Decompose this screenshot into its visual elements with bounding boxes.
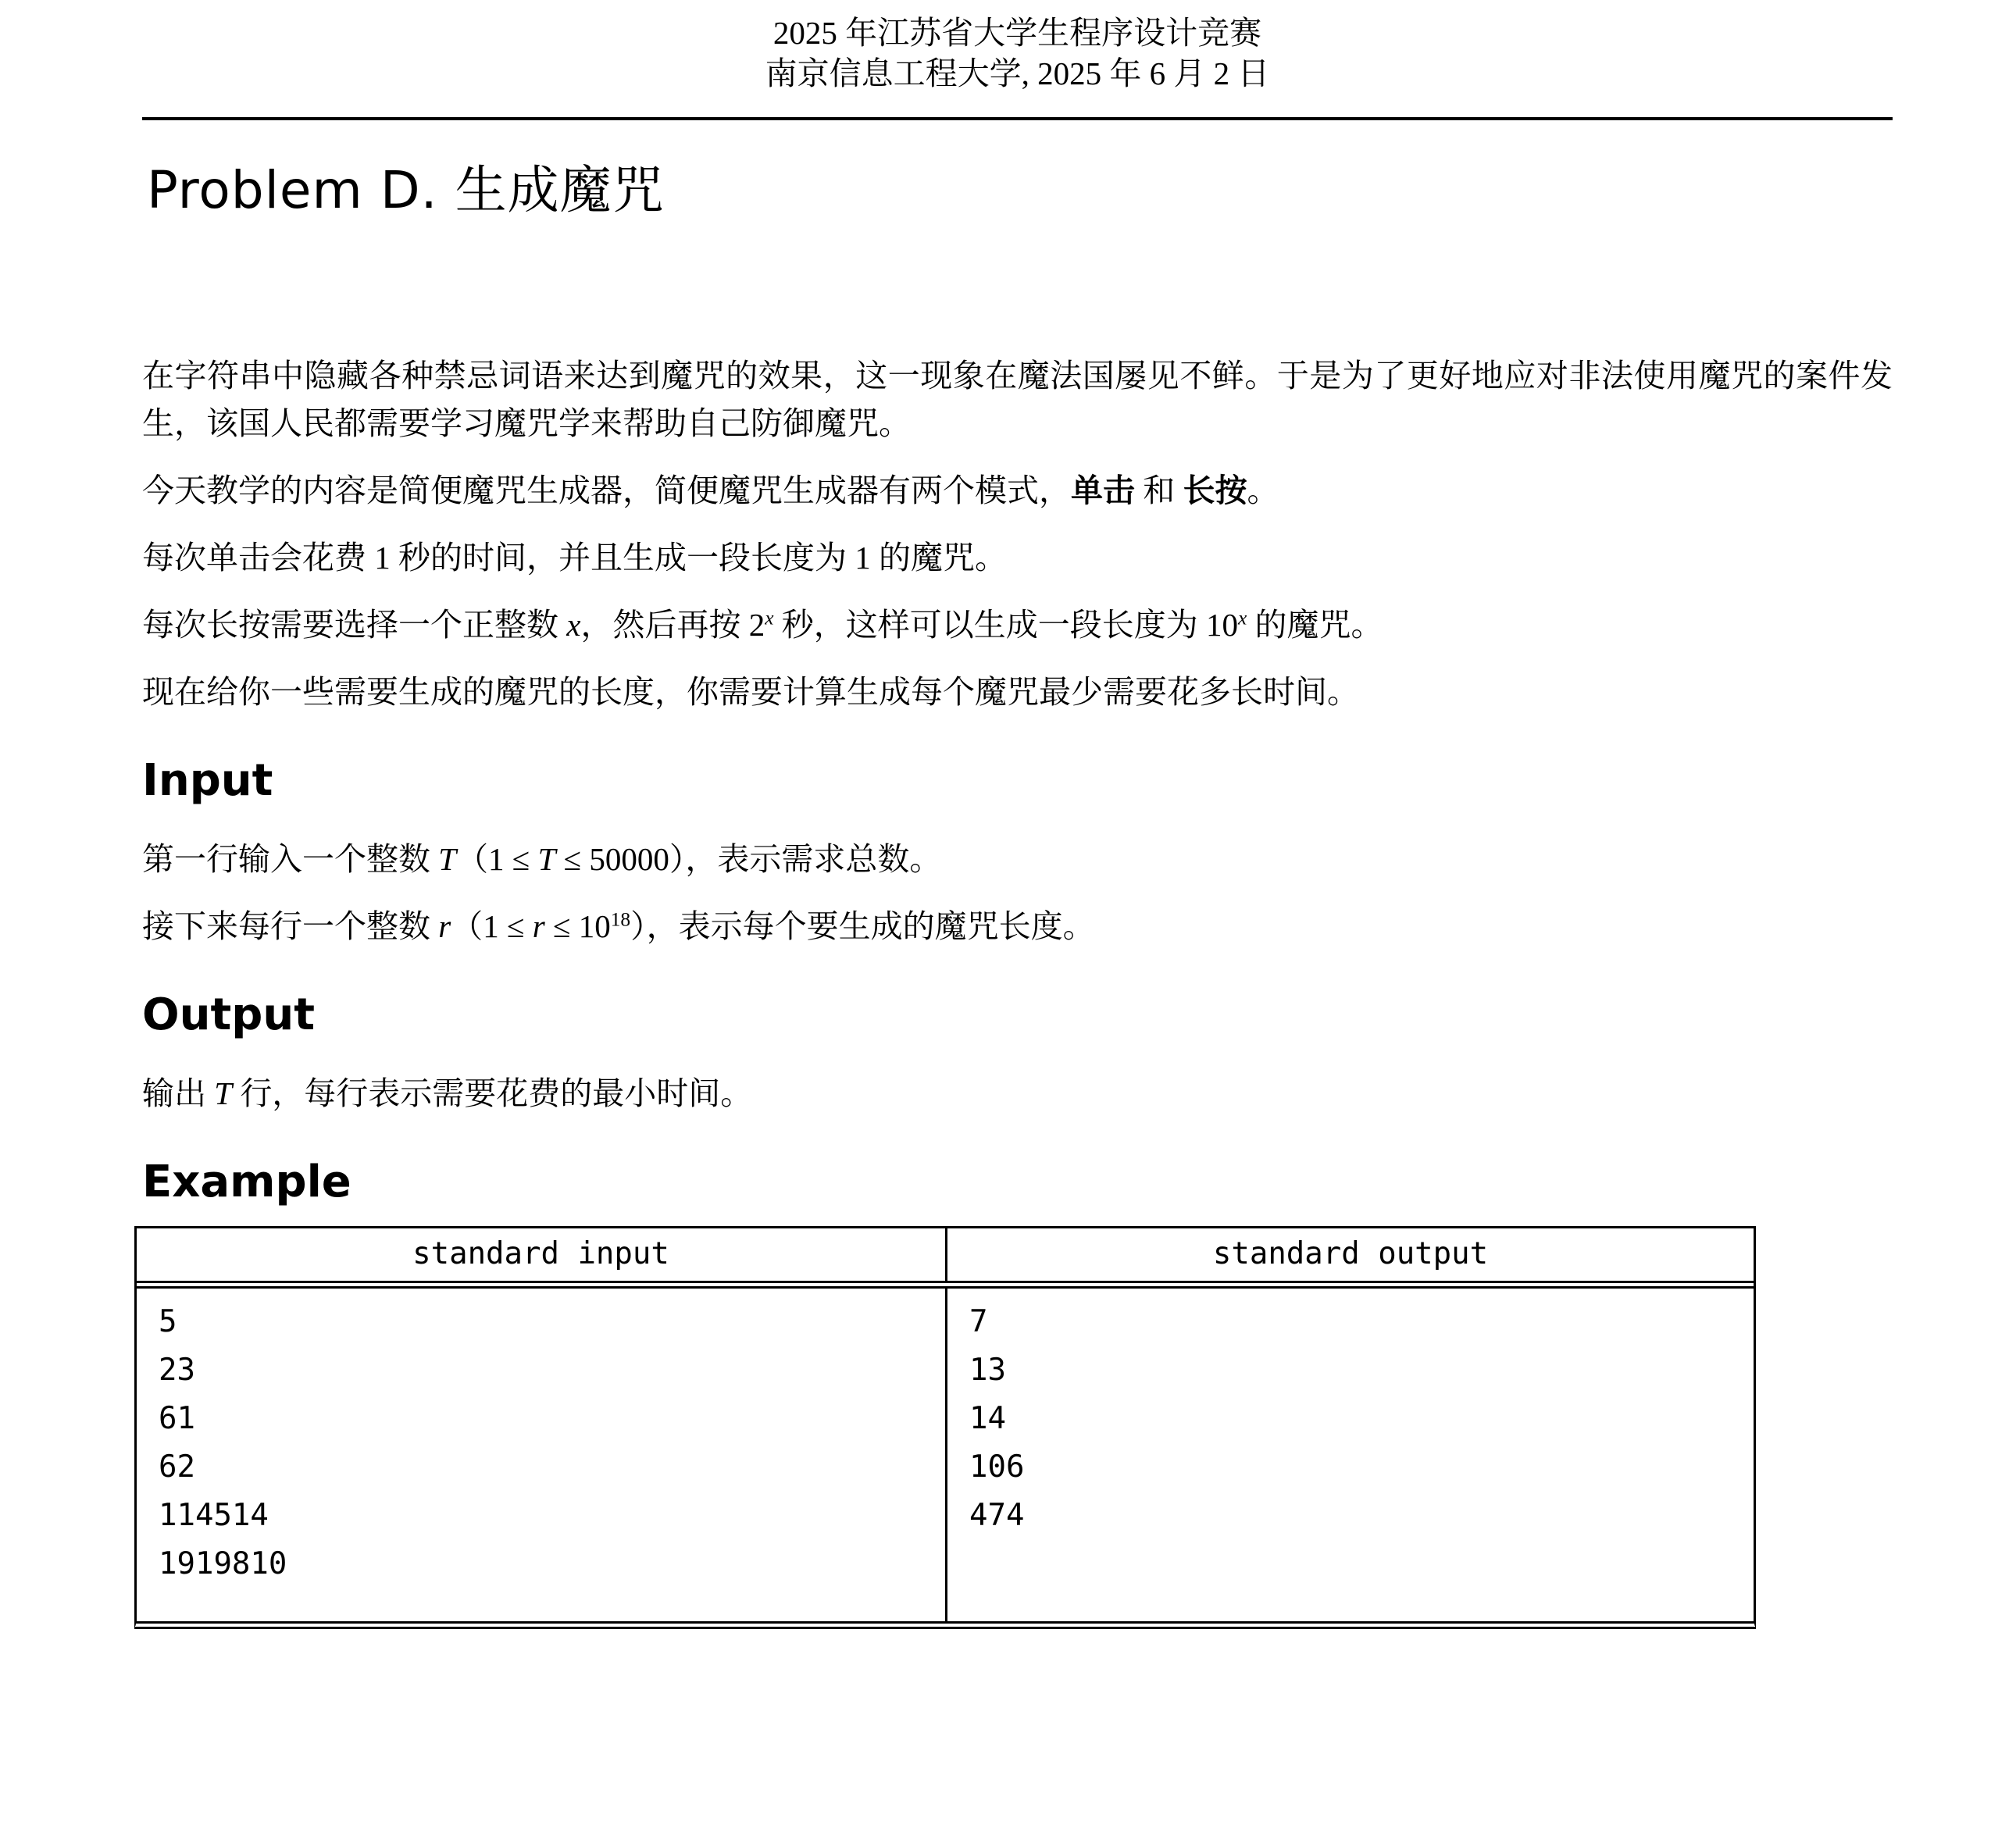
- text-segment: 接下来每行一个整数: [142, 908, 439, 944]
- text-segment: 输出: [142, 1075, 215, 1111]
- input-heading: Input: [142, 755, 273, 806]
- text-segment: 的魔咒。: [1247, 607, 1383, 643]
- text-segment: 今天教学的内容是简便魔咒生成器，简便魔咒生成器有两个模式，: [142, 472, 1071, 508]
- statement-paragraph-5: 现在给你一些需要生成的魔咒的长度，你需要计算生成每个魔咒最少需要花多长时间。: [142, 674, 1359, 710]
- statement-paragraph-4: [142, 601, 1893, 649]
- contest-name: 2025 年江苏省大学生程序设计竞赛: [773, 15, 1262, 51]
- bold-click-mode: 单击: [1071, 472, 1135, 508]
- input-paragraph-2: [142, 903, 1893, 950]
- problem-title: Problem D. 生成魔咒: [147, 160, 665, 220]
- statement-paragraph-1: 在字符串中隐藏各种禁忌词语来达到魔咒的效果，这一现象在魔法国屡见不鲜。于是为了更好地应对非法使用魔咒的案件发生，该国人民都需要学习魔咒学来帮助自己防御魔咒。: [142, 358, 1893, 441]
- text-segment: 第一行输入一个整数: [142, 841, 439, 877]
- text-segment: 行，每行表示需要花费的最小时间。: [232, 1075, 753, 1111]
- output-line: 13: [969, 1353, 1006, 1388]
- standard-input-column-header: standard input: [412, 1236, 669, 1271]
- math-base-10: 10: [1205, 607, 1238, 643]
- example-table: [134, 1226, 1756, 1629]
- input-line: 114514: [159, 1498, 269, 1533]
- output-heading: Output: [142, 989, 315, 1040]
- input-line: 62: [159, 1449, 195, 1485]
- math-var-T: T: [214, 1075, 233, 1111]
- input-paragraph-1: [142, 836, 1893, 883]
- text-segment: 和: [1135, 472, 1183, 508]
- text-segment: ），表示每个要生成的魔咒长度。: [630, 908, 1095, 944]
- text-segment: （1 ≤: [451, 908, 533, 944]
- math-var-r: r: [532, 908, 545, 944]
- input-line: 23: [159, 1353, 195, 1388]
- text-segment: 。: [1247, 472, 1279, 508]
- math-var-r: r: [438, 908, 451, 944]
- standard-input-cell: [137, 1289, 945, 1621]
- contest-header: [142, 12, 1893, 94]
- contest-site-date: 南京信息工程大学, 2025 年 6 月 2 日: [765, 55, 1270, 91]
- math-var-x: x: [566, 607, 581, 643]
- math-exponent-18: 18: [610, 908, 631, 931]
- math-base-2: 2: [748, 607, 765, 643]
- bold-hold-mode: 长按: [1183, 472, 1247, 508]
- standard-output-cell: [945, 1289, 1754, 1621]
- text-segment: ≤ 10: [544, 908, 611, 944]
- statement-paragraph-2: [142, 467, 1893, 515]
- example-heading: Example: [142, 1157, 351, 1207]
- output-line: 474: [969, 1498, 1025, 1533]
- input-line: 61: [159, 1401, 195, 1436]
- text-segment: 秒，这样可以生成一段长度为: [773, 607, 1206, 643]
- statement-paragraph-3: 每次单击会花费 1 秒的时间，并且生成一段长度为 1 的魔咒。: [142, 540, 1007, 576]
- output-line: 106: [969, 1449, 1025, 1485]
- example-table-body-row: [137, 1289, 1754, 1621]
- math-var-T: T: [438, 841, 457, 877]
- output-line: 14: [969, 1401, 1006, 1436]
- math-exponent-x: x: [765, 607, 774, 629]
- header-divider: [142, 117, 1893, 120]
- standard-output-column-header: standard output: [945, 1228, 1754, 1281]
- math-exponent-x: x: [1237, 607, 1247, 629]
- text-segment: ，然后再按: [580, 607, 749, 643]
- math-var-T: T: [537, 841, 556, 877]
- text-segment: ≤ 50000），表示需求总数。: [555, 841, 942, 877]
- example-table-header-row: [137, 1228, 1754, 1289]
- text-segment: 每次长按需要选择一个正整数: [142, 607, 567, 643]
- text-segment: （1 ≤: [456, 841, 538, 877]
- input-line: 1919810: [159, 1546, 287, 1581]
- output-line: 7: [969, 1304, 988, 1339]
- input-line: 5: [159, 1304, 177, 1339]
- output-paragraph: [142, 1070, 1893, 1118]
